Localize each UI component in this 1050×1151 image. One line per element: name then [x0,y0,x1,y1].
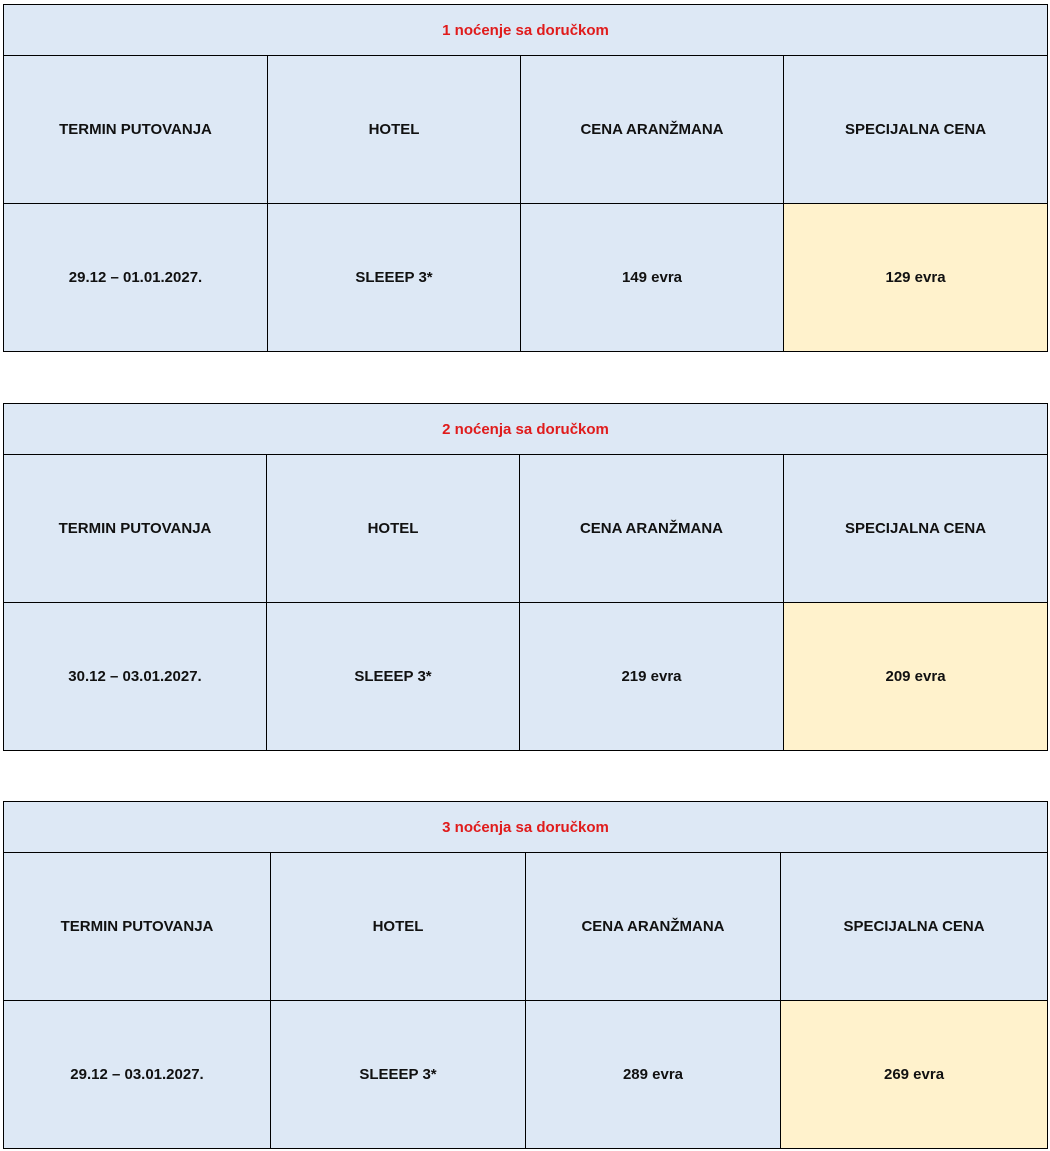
cell-hotel: SLEEEP 3* [267,603,520,751]
table-title-row [4,802,1048,853]
header-hotel: HOTEL [271,853,526,1001]
price-table-1 [3,4,1048,352]
cell-special-price: 129 evra [784,204,1048,352]
cell-special-price: 209 evra [784,603,1048,751]
header-cena-aranzmana: CENA ARANŽMANA [526,853,781,1001]
table-header-row [4,455,1048,603]
table-title: 1 noćenje sa doručkom [4,5,1048,56]
price-table-2 [3,403,1048,751]
header-termin-putovanja: TERMIN PUTOVANJA [4,853,271,1001]
table-row [4,204,1048,352]
price-table-3 [3,801,1048,1149]
table-title-row [4,404,1048,455]
header-hotel: HOTEL [267,455,520,603]
cell-price: 149 evra [521,204,784,352]
cell-travel-date: 29.12 – 01.01.2027. [4,204,268,352]
table-title: 2 noćenja sa doručkom [4,404,1048,455]
header-termin-putovanja: TERMIN PUTOVANJA [4,455,267,603]
header-specijalna-cena: SPECIJALNA CENA [784,455,1048,603]
cell-price: 219 evra [520,603,784,751]
header-specijalna-cena: SPECIJALNA CENA [781,853,1048,1001]
cell-hotel: SLEEEP 3* [268,204,521,352]
header-hotel: HOTEL [268,56,521,204]
cell-hotel: SLEEEP 3* [271,1001,526,1149]
header-cena-aranzmana: CENA ARANŽMANA [521,56,784,204]
table-row [4,1001,1048,1149]
table-title-row [4,5,1048,56]
table-header-row [4,853,1048,1001]
table-title: 3 noćenja sa doručkom [4,802,1048,853]
cell-travel-date: 29.12 – 03.01.2027. [4,1001,271,1149]
cell-travel-date: 30.12 – 03.01.2027. [4,603,267,751]
header-cena-aranzmana: CENA ARANŽMANA [520,455,784,603]
cell-special-price: 269 evra [781,1001,1048,1149]
header-termin-putovanja: TERMIN PUTOVANJA [4,56,268,204]
table-header-row [4,56,1048,204]
cell-price: 289 evra [526,1001,781,1149]
table-row [4,603,1048,751]
header-specijalna-cena: SPECIJALNA CENA [784,56,1048,204]
